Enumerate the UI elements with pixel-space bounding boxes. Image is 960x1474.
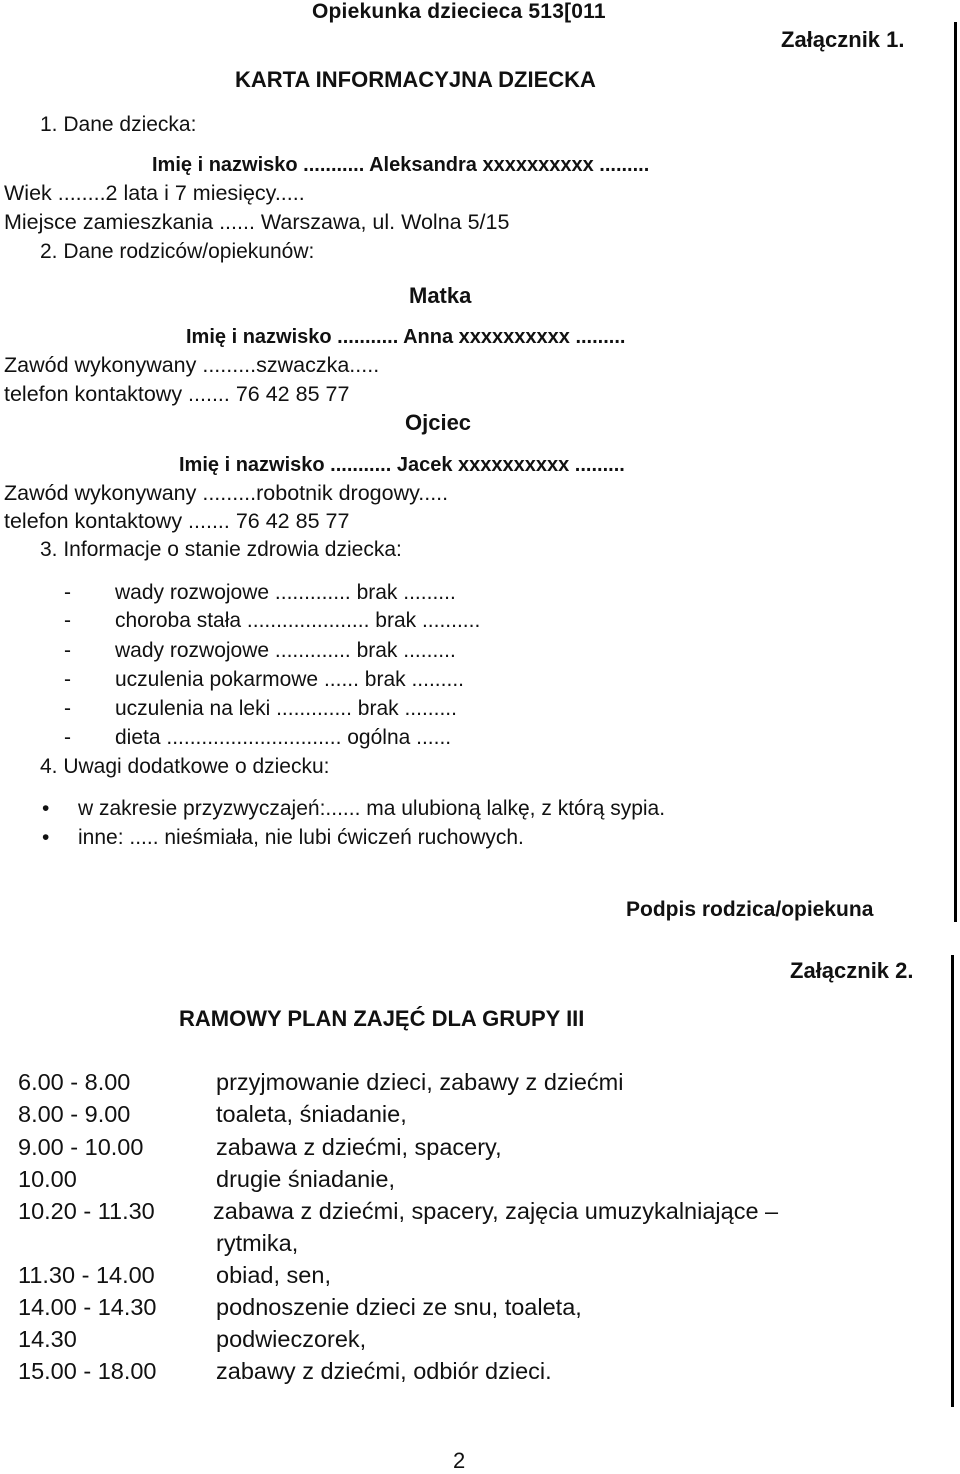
card-title: KARTA INFORMACYJNA DZIECKA — [235, 67, 596, 92]
father-job: Zawód wykonywany .........robotnik drogowy..... — [4, 481, 449, 505]
attachment-1-border — [954, 22, 957, 922]
plan-title: RAMOWY PLAN ZAJĘĆ DLA GRUPY III — [179, 1006, 585, 1031]
child-name: Imię i nazwisko ........... Aleksandra xxxxxxxxxx ......... — [152, 154, 650, 176]
father-name: Imię i nazwisko ........... Jacek xxxxxxxxxx ......... — [179, 454, 625, 476]
mother-name: Imię i nazwisko ........... Anna xxxxxxxxxx ......... — [186, 326, 626, 348]
attachment-2-border — [951, 955, 954, 1407]
child-age: Wiek ........2 lata i 7 miesięcy..... — [4, 181, 305, 205]
mother-job: Zawód wykonywany .........szwaczka..... — [4, 353, 380, 377]
bullet-icon: • — [42, 826, 50, 849]
child-residence: Miejsce zamieszkania ...... Warszawa, ul. Wolna 5/15 — [4, 210, 510, 234]
section-child-data: 1. Dane dziecka: — [40, 113, 197, 136]
mother-phone: telefon kontaktowy ....... 76 42 85 77 — [4, 382, 350, 406]
section-notes: 4. Uwagi dodatkowe o dziecku: — [40, 755, 330, 778]
father-heading: Ojciec — [405, 410, 472, 435]
section-health: 3. Informacje o stanie zdrowia dziecka: — [40, 538, 402, 561]
page-header: Opiekunka dziecieca 513[011 — [312, 0, 606, 23]
attachment-1-label: Załącznik 1. — [781, 27, 905, 52]
attachment-2-label: Załącznik 2. — [790, 958, 914, 983]
father-phone: telefon kontaktowy ....... 76 42 85 77 — [4, 509, 350, 533]
mother-heading: Matka — [409, 283, 472, 308]
section-parents: 2. Dane rodziców/opiekunów: — [40, 240, 315, 263]
bullet-icon: • — [42, 797, 50, 820]
signature-label: Podpis rodzica/opiekuna — [626, 898, 874, 921]
page-number: 2 — [453, 1448, 466, 1473]
